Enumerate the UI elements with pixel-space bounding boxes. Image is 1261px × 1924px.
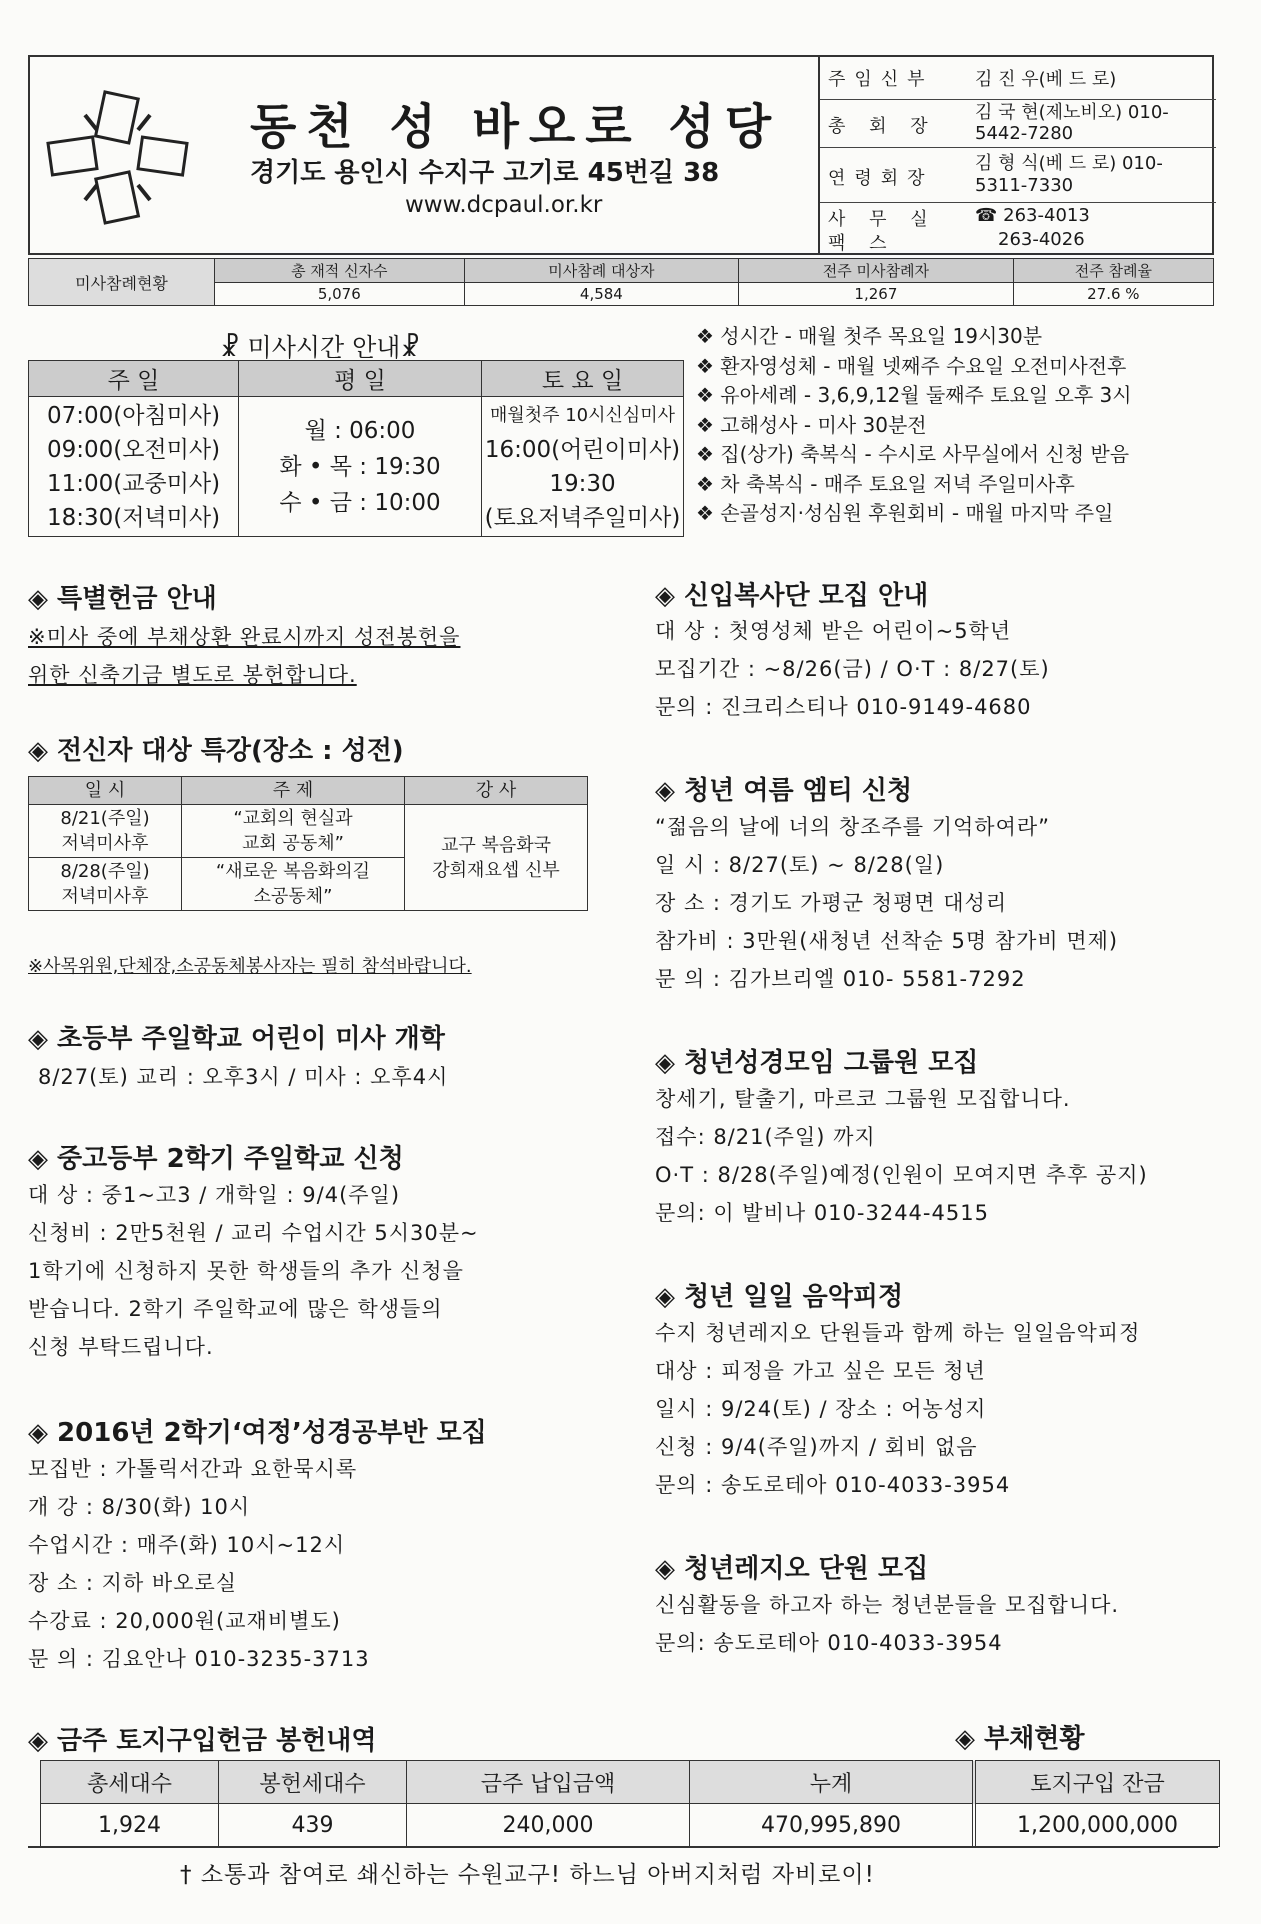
cross-logo-icon [45, 90, 195, 225]
text-line: 개 강 : 8/30(화) 10시 [28, 1495, 251, 1519]
text-line: 위한 신축기금 별도로 봉헌합니다. [28, 663, 357, 687]
section-title: ◈ 청년 여름 엠티 신청 [655, 776, 913, 806]
text-line: 신청 부탁드립니다. [28, 1335, 214, 1359]
section-title: ◈ 중고등부 2학기 주일학교 신청 [28, 1144, 404, 1174]
cell-line: 저녁미사후 [61, 833, 149, 854]
table-header: 총 재적 신자수 [215, 259, 465, 283]
list-item: ❖ 성시간 - 매월 첫주 목요일 19시30분 [696, 324, 1043, 348]
weekday-times [239, 397, 482, 537]
section-title: ◈ 신입복사단 모집 안내 [655, 581, 929, 611]
section-body [655, 1080, 1148, 1232]
text-line: 1학기에 신청하지 못한 학생들의 추가 신청을 [28, 1259, 464, 1283]
cell-line: 8/21(주일) [60, 808, 150, 829]
info-row-fax [820, 227, 1216, 254]
section-title: ◈ 청년성경모임 그룹원 모집 [655, 1048, 979, 1078]
cell-line: “교회의 현실과 [233, 808, 353, 829]
info-label: 총 회 장 [828, 116, 937, 137]
text-line: 문의 : 진크리스티나 010-9149-4680 [655, 695, 1032, 719]
time-line: 월 : 06:00 [304, 417, 416, 444]
text-line: 일 시 : 8/27(토) ~ 8/28(일) [655, 853, 945, 877]
table-header: 미사참례 대상자 [464, 259, 739, 283]
info-value: 김 국 현(제노비오) 010-5442-7280 [975, 102, 1169, 144]
footer-divider [28, 1846, 1218, 1848]
table-cell [405, 805, 588, 911]
table-cell [29, 805, 182, 858]
text-line: ※미사 중에 부채상환 완료시까지 성전봉헌을 [28, 625, 461, 649]
time-line: 19:30 [549, 470, 616, 497]
section-body [655, 612, 1050, 726]
table-header: 총세대수 [41, 1761, 219, 1804]
table-header: 강 사 [405, 777, 588, 805]
section-body [28, 1176, 479, 1366]
table-cell [29, 858, 182, 911]
list-item: ❖ 유아세례 - 3,6,9,12월 둘째주 토요일 오후 3시 [696, 383, 1132, 407]
text-line: 신청 : 9/4(주일)까지 / 회비 없음 [655, 1435, 978, 1459]
table-header: 토 요 일 [482, 361, 684, 397]
offering-title: ◈ 금주 토지구입헌금 봉헌내역 [28, 1726, 377, 1756]
time-line: 수 • 금 : 10:00 [279, 489, 441, 516]
lecture-table [28, 776, 588, 911]
mass-times-table [28, 360, 684, 537]
info-row-pastor [820, 55, 1216, 100]
section-title: ◈ 청년 일일 음악피정 [655, 1282, 904, 1312]
mass-title: ☧ 미사시간 안내☧ [220, 333, 420, 362]
parish-url[interactable]: www.dcpaul.or.kr [405, 192, 603, 218]
time-line: 09:00(오전미사) [46, 436, 221, 463]
section-title: ◈ 초등부 주일학교 어린이 미사 개학 [28, 1024, 445, 1054]
table-cell [182, 805, 405, 858]
time-line: (토요저녁주일미사) [484, 504, 681, 531]
text-line: 문의: 송도로테아 010-4033-3954 [655, 1631, 1003, 1655]
table-header: 주 일 [29, 361, 239, 397]
footer-slogan: † 소통과 참여로 쇄신하는 수원교구! 하느님 아버지처럼 자비로이! [180, 1862, 875, 1888]
text-line: 문의 : 송도로테아 010-4033-3954 [655, 1473, 1011, 1497]
section-title: ◈ 전신자 대상 특강(장소 : 성전) [28, 736, 404, 766]
cell-line: 8/28(주일) [60, 861, 150, 882]
time-line: 18:30(저녁미사) [46, 504, 221, 531]
table-cell: 1,924 [41, 1804, 219, 1847]
cell-line: 교회 공동체” [242, 833, 344, 854]
text-line: 수지 청년레지오 단원들과 함께 하는 일일음악피정 [655, 1321, 1141, 1345]
table-header: 토지구입 잔금 [974, 1761, 1220, 1804]
info-label: 사 무 실 [828, 209, 937, 230]
text-line: O·T : 8/28(주일)예정(인원이 모여지면 추후 공지) [655, 1163, 1148, 1187]
text-line: 받습니다. 2학기 주일학교에 많은 학생들의 [28, 1297, 443, 1321]
section-body [28, 1450, 370, 1678]
debt-title: ◈ 부채현황 [955, 1724, 1085, 1754]
table-header: 금주 납입금액 [407, 1761, 690, 1804]
cell-line: “새로운 복음화의길 [215, 861, 371, 882]
sunday-times [29, 397, 239, 537]
text-line: 모집반 : 가톨릭서간과 요한묵시록 [28, 1457, 358, 1481]
info-value: ☎ 263-4013 [975, 205, 1090, 226]
table-header: 일 시 [29, 777, 182, 805]
time-line: 11:00(교중미사) [46, 470, 221, 497]
text-line: 대 상 : 첫영성체 받은 어린이~5학년 [655, 619, 1012, 643]
time-line: 16:00(어린이미사) [484, 436, 681, 463]
table-header: 봉헌세대수 [219, 1761, 407, 1804]
section-body [655, 1586, 1119, 1662]
lecture-note: ※사목위원,단체장,소공동체봉사자는 필히 참석바랍니다. [28, 956, 472, 977]
table-header: 전주 참례율 [1013, 259, 1213, 283]
table-cell: 27.6 % [1013, 282, 1213, 306]
text-line: 창세기, 탈출기, 마르코 그룹원 모집합니다. [655, 1087, 1071, 1111]
offering-table [40, 1760, 1220, 1847]
cell-line: 소공동체” [253, 886, 333, 907]
table-header: 주 제 [182, 777, 405, 805]
text-line: 모집기간 : ~8/26(금) / O·T : 8/27(토) [655, 657, 1050, 681]
table-header: 누계 [690, 1761, 975, 1804]
table-cell: 4,584 [464, 282, 739, 306]
info-label: 연령회장 [828, 168, 934, 189]
table-cell: 1,200,000,000 [974, 1804, 1220, 1847]
info-label: 팩 스 [828, 233, 896, 254]
info-label: 주임신부 [828, 69, 934, 90]
section-title: ◈ 특별헌금 안내 [28, 584, 217, 614]
table-cell: 439 [219, 1804, 407, 1847]
section-title: ◈ 청년레지오 단원 모집 [655, 1554, 929, 1584]
attendance-table [28, 258, 1214, 306]
info-value: 김 형 식(베 드 로) 010-5311-7330 [975, 153, 1163, 196]
section-title: ◈ 2016년 2학기‘여정’성경공부반 모집 [28, 1418, 487, 1448]
parish-title: 동천 성 바오로 성당 [250, 99, 782, 155]
text-line: 문 의 : 김요안나 010-3235-3713 [28, 1647, 370, 1671]
text-line: 신청비 : 2만5천원 / 교리 수업시간 5시30분~ [28, 1221, 479, 1245]
text-line: 문 의 : 김가브리엘 010- 5581-7292 [655, 967, 1026, 991]
text-line: 문의: 이 발비나 010-3244-4515 [655, 1201, 989, 1225]
info-row-funeral [820, 148, 1216, 203]
time-line: 07:00(아침미사) [46, 402, 221, 429]
text-line: 신심활동을 하고자 하는 청년분들을 모집합니다. [655, 1593, 1120, 1617]
list-item: ❖ 집(상가) 축복식 - 수시로 사무실에서 신청 받음 [696, 442, 1130, 466]
cell-line: 저녁미사후 [61, 886, 149, 907]
table-cell: 240,000 [407, 1804, 690, 1847]
text-line: 대상 : 피정을 가고 싶은 모든 청년 [655, 1359, 986, 1383]
text-line: 일시 : 9/24(토) / 장소 : 어농성지 [655, 1397, 987, 1421]
table-header: 전주 미사참례자 [739, 259, 1014, 283]
parish-address: 경기도 용인시 수지구 고기로 45번길 38 [250, 158, 720, 188]
text-line: 수업시간 : 매주(화) 10시~12시 [28, 1533, 346, 1557]
notice-bullets [696, 322, 1132, 529]
text-line: 수강료 : 20,000원(교재비별도) [28, 1609, 341, 1633]
info-row-office [820, 203, 1216, 230]
saturday-times [482, 397, 684, 537]
table-cell: 5,076 [215, 282, 465, 306]
section-body [28, 618, 460, 694]
info-value: 김 진 우(베 드 로) [975, 69, 1117, 90]
info-value: 263-4026 [998, 229, 1085, 250]
table-cell [182, 858, 405, 911]
cell-line: 교구 복음화국 [440, 834, 552, 856]
table-cell: 1,267 [739, 282, 1014, 306]
list-item: ❖ 손골성지·성심원 후원회비 - 매월 마지막 주일 [696, 501, 1114, 525]
table-header: 평 일 [239, 361, 482, 397]
list-item: ❖ 차 축복식 - 매주 토요일 저녁 주일미사후 [696, 471, 1075, 496]
contact-info [818, 55, 1214, 255]
text-line: “젊음의 날에 너의 창조주를 기억하여라” [655, 815, 1051, 839]
text-line: 대 상 : 중1~고3 / 개학일 : 9/4(주일) [28, 1183, 401, 1207]
table-cell: 470,995,890 [690, 1804, 975, 1847]
section-body: 8/27(토) 교리 : 오후3시 / 미사 : 오후4시 [38, 1065, 449, 1089]
cell-line: 강희재요셉 신부 [432, 859, 560, 881]
text-line: 접수: 8/21(주일) 까지 [655, 1125, 876, 1149]
text-line: 장 소 : 지하 바오로실 [28, 1571, 238, 1595]
section-body [655, 1314, 1140, 1504]
attendance-label: 미사참례현황 [29, 259, 215, 306]
text-line: 참가비 : 3만원(새청년 선착순 5명 참가비 면제) [655, 929, 1119, 953]
list-item: ❖ 고해성사 - 미사 30분전 [696, 412, 927, 437]
info-row-president [820, 100, 1216, 148]
text-line: 장 소 : 경기도 가평군 청평면 대성리 [655, 891, 1008, 915]
section-body [655, 808, 1118, 998]
time-line: 화 • 목 : 19:30 [279, 453, 441, 480]
list-item: ❖ 환자영성체 - 매월 넷째주 수요일 오전미사전후 [696, 353, 1127, 378]
time-line: 매월첫주 10시신심미사 [489, 404, 676, 426]
